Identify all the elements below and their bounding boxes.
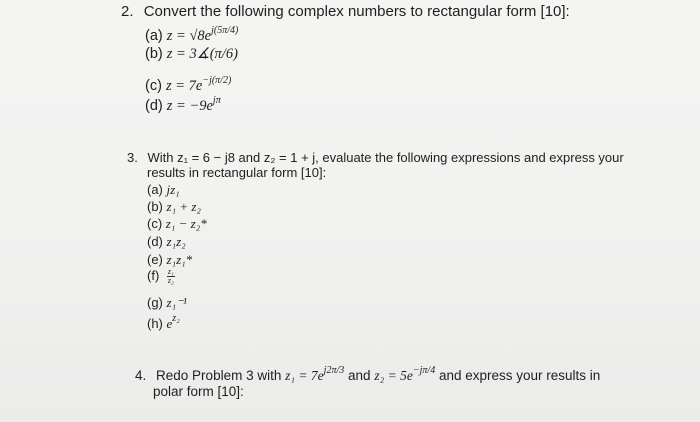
q2-item-d-exp: jπ <box>212 95 221 106</box>
q2-item-d-expr: z = −9e <box>166 98 213 114</box>
q3-item-g-label: (g) <box>147 295 163 310</box>
q3-item-h-exp: z₂ <box>172 313 180 324</box>
q4-text-a: Redo Problem 3 with <box>156 368 282 383</box>
q3-text-line1: With z₁ = 6 − j8 and z₂ = 1 + j, evaluate the following expressions and express your <box>147 150 624 165</box>
q2-item-b-expr: z = 3∡(π/6) <box>166 46 238 62</box>
q3-item-c <box>147 216 207 232</box>
q2-item-c-label: (c) <box>145 78 162 94</box>
q3-item-a <box>147 182 180 198</box>
q3-item-e-label: (e) <box>147 252 163 267</box>
q3-line1 <box>127 150 624 165</box>
q4-number: 4. <box>135 368 147 383</box>
q4-line1 <box>135 365 600 384</box>
q2-number: 2. <box>121 3 134 20</box>
q3-item-f <box>147 268 175 285</box>
q3-item-f-fraction <box>167 268 175 285</box>
q3-item-f-numerator: z₁ <box>167 267 174 277</box>
q3-item-h <box>147 313 180 332</box>
q3-item-d-label: (d) <box>147 234 163 249</box>
q2-item-a-expr: z = √8e <box>166 28 212 44</box>
q2-item-d <box>145 95 221 115</box>
q3-item-e <box>147 252 192 268</box>
q2-item-c-expr: z = 7e <box>165 78 203 94</box>
q2-header <box>121 3 570 20</box>
q3-item-d <box>147 234 186 250</box>
q3-item-g-expr: z₁⁻¹ <box>166 295 187 310</box>
q4-z2-exp: −jπ/4 <box>412 365 436 376</box>
q3-item-c-expr: z₁ − z₂* <box>165 216 207 231</box>
q4-and: and <box>348 368 371 383</box>
q2-item-b <box>145 46 238 63</box>
q2-item-a <box>145 25 238 45</box>
q4-z2: z₂ = 5e <box>374 368 413 383</box>
q2-item-a-exp: j(5π/4) <box>211 25 239 36</box>
q2-item-b-label: (b) <box>145 46 163 62</box>
q2-item-c <box>145 75 231 95</box>
q3-item-a-expr: jz₁ <box>166 182 180 197</box>
q2-item-c-exp: −j(π/2) <box>202 75 232 86</box>
q3-item-f-label: (f) <box>147 268 160 283</box>
q3-number: 3. <box>127 150 138 165</box>
q3-item-b-expr: z₁ + z₂ <box>166 199 201 214</box>
q3-item-h-label: (h) <box>147 316 163 331</box>
q3-item-b-label: (b) <box>147 199 163 214</box>
q3-item-g <box>147 295 187 311</box>
q3-item-c-label: (c) <box>147 216 163 231</box>
q3-item-f-denominator: z₂ <box>167 276 174 286</box>
q2-text: Convert the following complex numbers to rectangular form [10]: <box>143 3 570 20</box>
q3-text-line2: results in rectangular form [10]: <box>147 165 327 180</box>
q2-item-a-label: (a) <box>145 28 163 44</box>
q3-item-a-label: (a) <box>147 182 163 197</box>
q4-text-b: and express your results in <box>438 368 601 383</box>
q4-text-line2: polar form [10]: <box>153 384 244 399</box>
q3-item-h-expr: e <box>166 316 173 331</box>
q3-item-b <box>147 199 201 215</box>
q4-z1: z₁ = 7e <box>285 368 324 383</box>
q3-item-d-expr: z₁z₂ <box>166 234 186 249</box>
q4-z1-exp: j2π/3 <box>323 365 345 376</box>
q3-item-e-expr: z₁z₁* <box>166 252 193 267</box>
q2-item-d-label: (d) <box>145 98 163 114</box>
